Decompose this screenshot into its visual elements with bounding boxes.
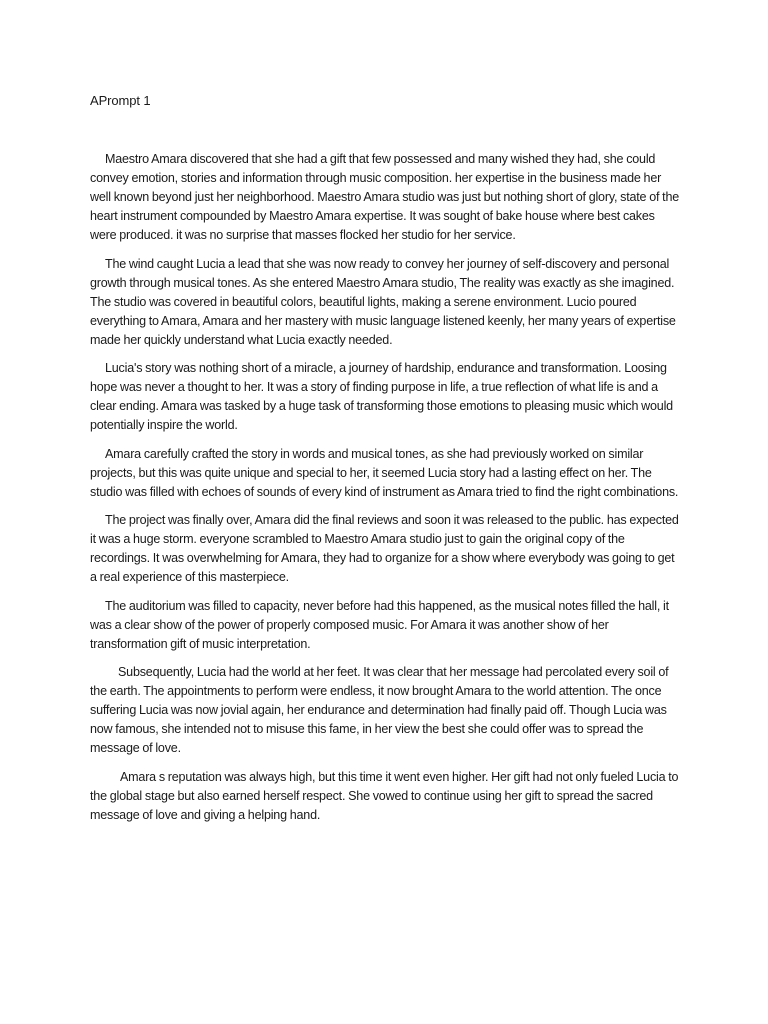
paragraph: Amara carefully crafted the story in words and musical tones, as she had previously worked on similar projects, but this was quite unique and special to her, it seemed Lucia story had a lasting effect on her. The studio was filled with echoes of sounds of every kind of instrument as Amara tried to find the right combinations. [90, 446, 679, 499]
paragraph: The wind caught Lucia a lead that she was now ready to convey her journey of self-discovery and personal growth through musical tones. As she entered Maestro Amara studio, The reality was exactly as she imagined. The studio was covered in beautiful colors, beautiful lights, making a serene environment. Lucio poured everything to Amara, Amara and her mastery with music language listened keenly, her many years of expertise made her quickly understand what Lucia exactly needed. [90, 256, 676, 347]
paragraph: The auditorium was filled to capacity, never before had this happened, as the musical notes filled the hall, it was a clear show of the power of properly composed music. For Amara it was another show of her transformation gift of music interpretation. [90, 598, 669, 651]
paragraph: The project was finally over, Amara did the final reviews and soon it was released to the public. has expected it was a huge storm. everyone scrambled to Maestro Amara studio just to gain the original copy of the recordings. It was overwhelming for Amara, they had to organize for a show where everybody was going to get a real experience of this masterpiece. [90, 513, 679, 584]
paragraph: Maestro Amara discovered that she had a gift that few possessed and many wished they had, she could convey emotion, stories and information through music composition. her expertise in the business made her well known beyond just her neighborhood. Maestro Amara studio was just but nothing short of glory, state of the heart instrument compounded by Maestro Amara expertise. It was sought of bake house where best cakes were produced. it was no surprise that masses flocked her studio for her service. [90, 152, 680, 242]
paragraph: Lucia's story was nothing short of a miracle, a journey of hardship, endurance and transformation. Loosing hope was never a thought to her. It was a story of finding purpose in life, a true reflection of what life is and a clear ending. Amara was tasked by a huge task of transforming those emotions to pleasing music which would potentially inspire the world. [90, 361, 673, 432]
document-title: APrompt 1 [90, 93, 151, 108]
paragraph: Amara s reputation was always high, but this time it went even higher. Her gift had not only fueled Lucia to the global stage but also earned herself respect. She vowed to continue using her gift to spread the sacred message of love and giving a helping hand. [90, 769, 679, 822]
document-body [90, 150, 680, 834]
paragraph: Subsequently, Lucia had the world at her feet. It was clear that her message had percolated every soil of the earth. The appointments to perform were endless, it now brought Amara to the world attention. The once suffering Lucia was now jovial again, her endurance and determination had finally paid off. Though Lucia was now famous, she intended not to misuse this fame, in her view the best she could offer was to spread the message of love. [90, 665, 669, 755]
